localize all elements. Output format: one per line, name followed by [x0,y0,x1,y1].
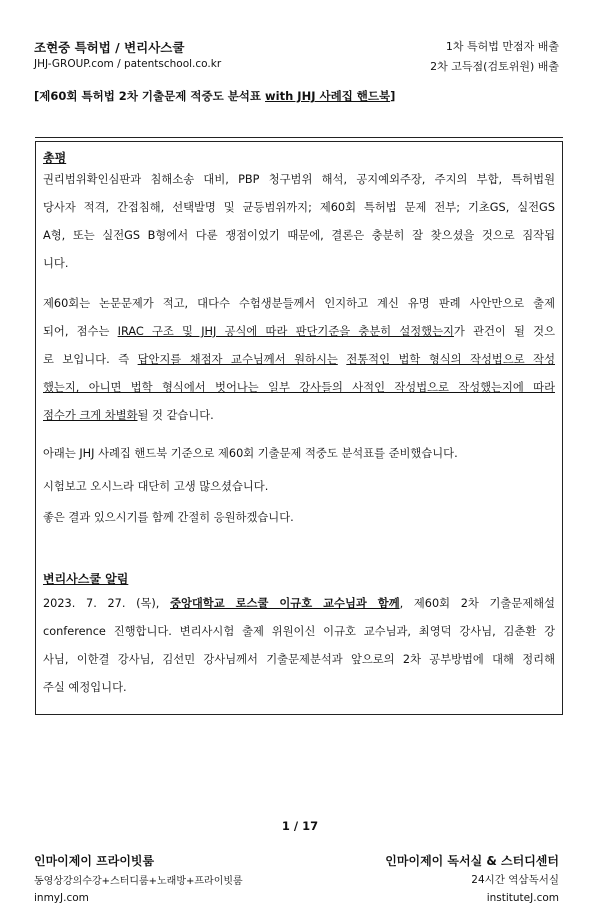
review-p2-line: 로 보입니다. 즉 답안지를 채점자 교수님께서 원하시는 전통적인 법학 형식의 작성법으로 작성 [43,353,555,366]
review-paragraph-3 [43,440,555,468]
emphasis-underline: 전통적인 법학 형식의 작성법으로 작성 [346,353,555,366]
review-p2-line: 점수가 크게 차별화될 것 같습니다. [43,409,214,422]
review-p1-line: 당사자 적격, 간접침해, 선택발명 및 균등범위까지; 제60회 특허법 문제 전부; 기초GS, 실전GS [43,201,555,214]
document-title-prefix: [제60회 특허법 2차 기출문제 적중도 분석표 [34,89,266,103]
emphasis-bold-underline: 중앙대학교 로스쿨 이규호 교수님과 함께 [170,597,400,610]
review-paragraph-4 [43,473,555,501]
page-number: 1 / 17 [281,819,319,833]
review-p3-line: 아래는 JHJ 사례집 핸드북 기준으로 제60회 기출문제 적중도 분석표를 준비했습니다. [43,447,458,460]
notice-line: 주실 예정입니다. [43,681,127,694]
emphasis-underline: 답안지를 채점자 교수님께서 원하시는 [137,353,338,366]
notice-paragraph [43,590,555,702]
document-title [34,88,395,104]
header-tagline-2: 2차 고득점(검토위원) 배출 [430,60,559,73]
review-p2-line [43,374,555,402]
header-websites: JHJ-GROUP.com / patentschool.co.kr [34,58,222,70]
review-heading: 총평 [43,151,67,165]
header-tagline-1: 1차 특허법 만점자 배출 [445,40,559,53]
review-paragraph-5 [43,504,555,532]
emphasis-underline: IRAC 구조 및 JHJ 공식에 따라 판단기준을 충분히 설정했는지 [117,325,454,338]
footer-right-subtitle: 24시간 역삼독서실 [471,874,559,886]
review-p5-line: 좋은 결과 있으시기를 함께 간절히 응원하겠습니다. [43,511,294,524]
notice-line: 2023. 7. 27. (목), 중앙대학교 로스쿨 이규호 교수님과 함께, 제60회 2차 기출문제해설 [43,597,555,610]
review-p2-line: 되어, 점수는 IRAC 구조 및 JHJ 공식에 따라 판단기준을 충분히 설정했는지가 관건이 될 것으 [43,325,555,338]
box-top-rule [35,137,563,138]
review-p1-line: 권리범위확인심판과 침해소송 대비, PBP 청구범위 해석, 공지예외주장, 주지의 부합, 특허법원 [43,173,555,186]
review-p4-line: 시험보고 오시느라 대단히 고생 많으셨습니다. [43,480,269,493]
notice-line: conference 진행합니다. 변리사시험 출제 위원이신 이규호 교수님과, 최영덕 강사님, 김춘환 강 [43,625,555,638]
footer-right-url: instituteJ.com [486,892,559,904]
footer-left-url: inmyJ.com [34,892,89,904]
header-title: 조현중 특허법 / 변리사스쿨 [34,40,185,55]
footer-left-title: 인마이제이 프라이빗룸 [34,854,155,868]
document-title-underlined: with JHJ 사례집 핸드북 [265,89,391,103]
review-p1-line: 니다. [43,257,69,270]
review-p2-line: 제60회는 논문문제가 적고, 대다수 수험생분들께서 인지하고 계신 유명 판례 사안만으로 출제 [43,297,555,310]
notice-heading: 변리사스쿨 알림 [43,572,129,586]
emphasis-underline: 점수가 크게 차별화 [43,409,138,422]
emphasis-underline: 했는지, 아니면 법학 형식에서 벗어나는 일부 강사들의 사적인 작성법으로 작성했는지에 따라 [43,381,555,394]
review-paragraph-2 [43,290,555,430]
notice-line: 사님, 이한결 강사님, 김선민 강사님께서 기출문제분석과 앞으로의 2차 공부방법에 대해 정리해 [43,653,555,666]
footer-right-title: 인마이제이 독서실 & 스터디센터 [385,854,559,868]
review-p1-line: A형, 또는 실전GS B형에서 다룬 쟁점이었기 때문에, 결론은 충분히 잘 찾으셨을 것으로 짐작됩 [43,229,555,242]
review-paragraph-1 [43,166,555,278]
content-box [35,141,563,715]
footer-left-subtitle: 동영상강의수강+스터디룸+노래방+프라이빗룸 [34,876,243,887]
document-title-suffix: ] [390,89,396,103]
